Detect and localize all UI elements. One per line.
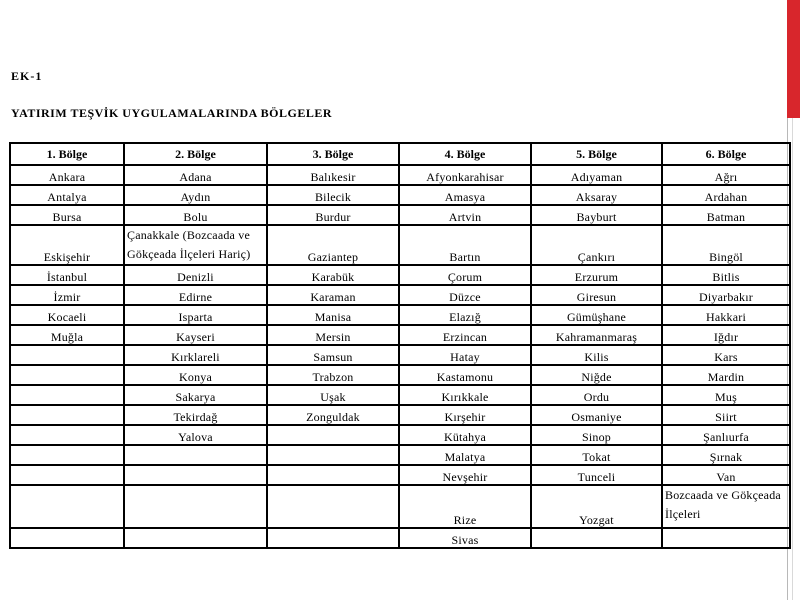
table-cell: Kastamonu bbox=[399, 365, 531, 385]
table-cell: Kırıkkale bbox=[399, 385, 531, 405]
table-row bbox=[10, 205, 790, 225]
table-cell bbox=[267, 528, 399, 548]
table-cell bbox=[10, 445, 124, 465]
document-title: YATIRIM TEŞVİK UYGULAMALARINDA BÖLGELER bbox=[11, 106, 332, 120]
table-cell bbox=[124, 445, 267, 465]
table-cell: Tekirdağ bbox=[124, 405, 267, 425]
table-cell: Hakkari bbox=[662, 305, 790, 325]
table-cell: Sakarya bbox=[124, 385, 267, 405]
table-row bbox=[10, 345, 790, 365]
table-cell: Ağrı bbox=[662, 165, 790, 185]
table-cell: Denizli bbox=[124, 265, 267, 285]
table-cell: Adıyaman bbox=[531, 165, 662, 185]
table-cell: Erzincan bbox=[399, 325, 531, 345]
table-cell bbox=[10, 365, 124, 385]
table-row bbox=[10, 465, 790, 485]
table-cell: Zonguldak bbox=[267, 405, 399, 425]
table-cell bbox=[10, 385, 124, 405]
table-row bbox=[10, 325, 790, 345]
table-cell: Aksaray bbox=[531, 185, 662, 205]
table-cell: Mardin bbox=[662, 365, 790, 385]
table-cell: Çorum bbox=[399, 265, 531, 285]
table-row bbox=[10, 528, 790, 548]
table-cell: Bartın bbox=[399, 225, 531, 265]
table-cell bbox=[10, 405, 124, 425]
column-header: 3. Bölge bbox=[267, 143, 399, 165]
table-cell: Batman bbox=[662, 205, 790, 225]
table-row bbox=[10, 385, 790, 405]
table-cell: Siirt bbox=[662, 405, 790, 425]
table-cell: Karaman bbox=[267, 285, 399, 305]
table-row bbox=[10, 225, 790, 265]
table-cell: Kırşehir bbox=[399, 405, 531, 425]
table-cell bbox=[10, 425, 124, 445]
table-cell bbox=[124, 528, 267, 548]
table-cell: Van bbox=[662, 465, 790, 485]
table-cell: Adana bbox=[124, 165, 267, 185]
table-cell: Edirne bbox=[124, 285, 267, 305]
table-cell: Mersin bbox=[267, 325, 399, 345]
table-cell bbox=[10, 345, 124, 365]
table-cell: Bozcaada ve Gökçeada İlçeleri bbox=[662, 485, 790, 528]
table-cell: Trabzon bbox=[267, 365, 399, 385]
table-cell: Bilecik bbox=[267, 185, 399, 205]
table-row bbox=[10, 445, 790, 465]
accent-bar bbox=[787, 0, 800, 118]
table-row bbox=[10, 365, 790, 385]
table-row bbox=[10, 405, 790, 425]
table-cell bbox=[10, 465, 124, 485]
table-cell: Erzurum bbox=[531, 265, 662, 285]
table-row bbox=[10, 185, 790, 205]
table-cell: Bingöl bbox=[662, 225, 790, 265]
table-row bbox=[10, 265, 790, 285]
table-cell: Muş bbox=[662, 385, 790, 405]
table-cell: Ardahan bbox=[662, 185, 790, 205]
table-cell: Artvin bbox=[399, 205, 531, 225]
table-cell: Kilis bbox=[531, 345, 662, 365]
table-cell: Muğla bbox=[10, 325, 124, 345]
table-cell: Kırklareli bbox=[124, 345, 267, 365]
table-row bbox=[10, 285, 790, 305]
table-cell: Ordu bbox=[531, 385, 662, 405]
table-row bbox=[10, 425, 790, 445]
table-cell: Uşak bbox=[267, 385, 399, 405]
table-cell: Çanakkale (Bozcaada ve Gökçeada İlçeleri Hariç) bbox=[124, 225, 267, 265]
table-cell: Yozgat bbox=[531, 485, 662, 528]
table-cell: Gaziantep bbox=[267, 225, 399, 265]
table-row bbox=[10, 485, 790, 528]
table-cell: Eskişehir bbox=[10, 225, 124, 265]
table-cell bbox=[10, 485, 124, 528]
table-cell: Balıkesir bbox=[267, 165, 399, 185]
table-cell bbox=[267, 425, 399, 445]
table-row bbox=[10, 305, 790, 325]
table-cell: Sivas bbox=[399, 528, 531, 548]
column-header: 5. Bölge bbox=[531, 143, 662, 165]
regions-table bbox=[9, 142, 791, 549]
table-cell bbox=[124, 485, 267, 528]
table-cell: Kütahya bbox=[399, 425, 531, 445]
table-cell: Malatya bbox=[399, 445, 531, 465]
table-cell: Sinop bbox=[531, 425, 662, 445]
table-cell: Konya bbox=[124, 365, 267, 385]
table-cell: Çankırı bbox=[531, 225, 662, 265]
column-header: 1. Bölge bbox=[10, 143, 124, 165]
table-cell: Bursa bbox=[10, 205, 124, 225]
table-cell: Burdur bbox=[267, 205, 399, 225]
table-cell: Kayseri bbox=[124, 325, 267, 345]
table-cell: Rize bbox=[399, 485, 531, 528]
table-cell bbox=[267, 465, 399, 485]
table-cell: Manisa bbox=[267, 305, 399, 325]
table-cell bbox=[662, 528, 790, 548]
table-cell: Elazığ bbox=[399, 305, 531, 325]
table-cell: Şanlıurfa bbox=[662, 425, 790, 445]
table-cell: Amasya bbox=[399, 185, 531, 205]
table-cell: Kars bbox=[662, 345, 790, 365]
table-cell: İzmir bbox=[10, 285, 124, 305]
table-body bbox=[10, 165, 790, 548]
table-cell: Tokat bbox=[531, 445, 662, 465]
column-header: 6. Bölge bbox=[662, 143, 790, 165]
right-rule bbox=[792, 118, 793, 600]
header-row bbox=[10, 143, 790, 165]
table-cell bbox=[10, 528, 124, 548]
table-cell: Nevşehir bbox=[399, 465, 531, 485]
table-cell: Karabük bbox=[267, 265, 399, 285]
table-cell: Gümüşhane bbox=[531, 305, 662, 325]
table-cell: Diyarbakır bbox=[662, 285, 790, 305]
table-cell: Bitlis bbox=[662, 265, 790, 285]
table-cell: İstanbul bbox=[10, 265, 124, 285]
table-cell: Iğdır bbox=[662, 325, 790, 345]
column-header: 4. Bölge bbox=[399, 143, 531, 165]
table-cell: Ankara bbox=[10, 165, 124, 185]
table-cell: Bayburt bbox=[531, 205, 662, 225]
table-cell: Samsun bbox=[267, 345, 399, 365]
table-cell: Şırnak bbox=[662, 445, 790, 465]
table-cell bbox=[267, 445, 399, 465]
table-cell bbox=[531, 528, 662, 548]
table-cell bbox=[124, 465, 267, 485]
table-cell: Tunceli bbox=[531, 465, 662, 485]
table-cell: Aydın bbox=[124, 185, 267, 205]
table-cell: Düzce bbox=[399, 285, 531, 305]
table-cell: Giresun bbox=[531, 285, 662, 305]
table-cell: Isparta bbox=[124, 305, 267, 325]
table-cell: Kocaeli bbox=[10, 305, 124, 325]
table-cell bbox=[267, 485, 399, 528]
table-cell: Yalova bbox=[124, 425, 267, 445]
table-cell: Antalya bbox=[10, 185, 124, 205]
table-row bbox=[10, 165, 790, 185]
table-cell: Bolu bbox=[124, 205, 267, 225]
table-cell: Hatay bbox=[399, 345, 531, 365]
table-cell: Osmaniye bbox=[531, 405, 662, 425]
table-cell: Kahramanmaraş bbox=[531, 325, 662, 345]
table-cell: Afyonkarahisar bbox=[399, 165, 531, 185]
table-cell: Niğde bbox=[531, 365, 662, 385]
column-header: 2. Bölge bbox=[124, 143, 267, 165]
annex-label: EK-1 bbox=[11, 69, 43, 83]
